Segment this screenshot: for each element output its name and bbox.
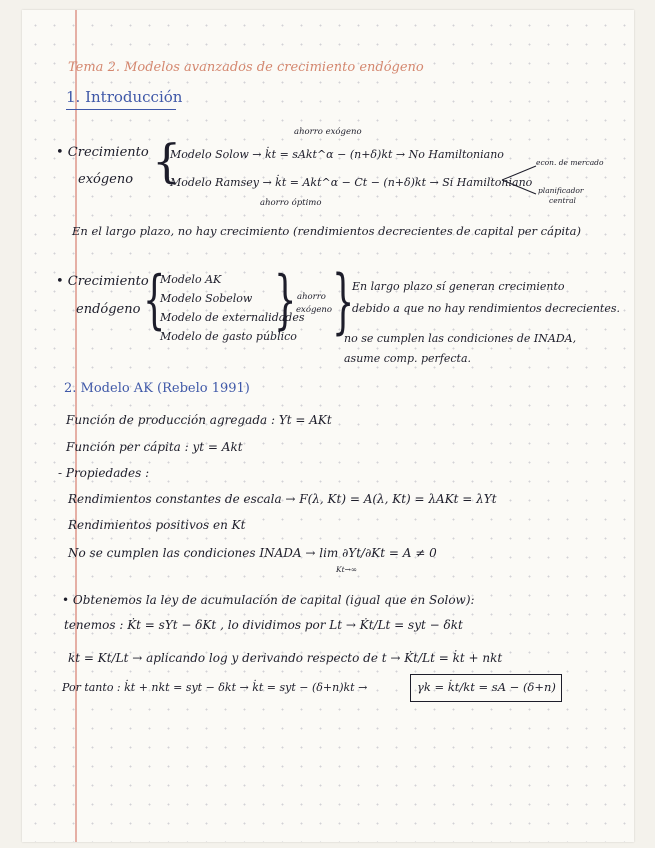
rendimientos-constantes: Rendimientos constantes de escala → F(λ, Kt) = A(λ, Kt) = λAKt = λYt xyxy=(68,492,497,506)
exogeno-label-2: exógeno xyxy=(78,172,134,187)
rendimientos-positivos: Rendimientos positivos en Kt xyxy=(68,518,246,532)
por-tanto-line: Por tanto : k̇t + nkt = syt − δkt → k̇t = syt − (δ+n)kt → xyxy=(62,681,368,694)
endogeno-brace-left: { xyxy=(143,263,166,337)
ahorro-exogeno-note: ahorro exógeno xyxy=(294,127,362,137)
endogeno-model-1: Modelo AK xyxy=(160,273,222,286)
inada-conditions: No se cumplen las condiciones INADA → lim ∂Yt/∂Kt = A ≠ 0 xyxy=(68,546,437,560)
exogeno-brace: { xyxy=(152,134,182,188)
solow-model-line: Modelo Solow → k̇t = sAkt^α − (n+δ)kt → No Hamiltoniano xyxy=(170,148,504,161)
ley-acumulacion: • Obtenemos la ley de acumulación de capital (igual que en Solow): xyxy=(62,593,475,607)
section-1-underline xyxy=(66,109,176,110)
endogeno-brace-right: } xyxy=(274,263,297,337)
endogeno-conclusion-1: En largo plazo sí generan crecimiento xyxy=(352,280,565,293)
inada-limit-sub: Kt→∞ xyxy=(336,565,358,574)
branch-arrows xyxy=(500,160,540,200)
endogeno-label-2: endógeno xyxy=(76,302,141,317)
section-2-heading: 2. Modelo AK (Rebelo 1991) xyxy=(64,381,250,396)
funcion-produccion: Función de producción agregada : Yt = AKt xyxy=(66,413,332,427)
section-1-heading: 1. Introducción xyxy=(66,88,183,106)
branch-planificador: planificador xyxy=(538,186,584,195)
exogeno-label-1: • Crecimiento xyxy=(56,145,149,160)
endogeno-model-4: Modelo de gasto público xyxy=(160,330,297,343)
endogeno-model-3: Modelo de externalidades xyxy=(160,311,305,324)
endogeno-conclusion-4: asume comp. perfecta. xyxy=(344,352,471,365)
endogeno-model-2: Modelo Sobelow xyxy=(160,292,253,305)
branch-central: central xyxy=(549,196,576,205)
endogeno-brace-conclusion: } xyxy=(332,260,355,342)
funcion-per-capita: Función per cápita : yt = Akt xyxy=(66,440,243,454)
tenemos-line: tenemos : K̇t = sYt − δKt , lo dividimos por Lt → K̇t/Lt = syt − δkt xyxy=(64,618,463,632)
endogeno-conclusion-2: debido a que no hay rendimientos decrecientes. xyxy=(352,302,620,315)
ramsey-model-line: Modelo Ramsey → k̇t = Akt^α − Ct − (n+δ)kt → Si Hamiltoniano xyxy=(170,176,533,189)
page-title: Tema 2. Modelos avanzados de crecimiento endógeno xyxy=(68,60,424,75)
propiedades-label: - Propiedades : xyxy=(58,466,150,480)
endogeno-ahorro-2: exógeno xyxy=(296,305,333,315)
branch-mercado: econ. de mercado xyxy=(536,158,604,167)
endogeno-conclusion-3: no se cumplen las condiciones de INADA, xyxy=(344,332,577,345)
kt-definition-line: kt = Kt/Lt → aplicando log y derivando respecto de t → K̇t/Lt = k̇t + nkt xyxy=(68,651,503,665)
notebook-page xyxy=(22,10,634,842)
endogeno-label-1: • Crecimiento xyxy=(56,274,149,289)
endogeno-ahorro-1: ahorro xyxy=(297,292,326,302)
largo-plazo-statement: En el largo plazo, no hay crecimiento (rendimientos decrecientes de capital per cápita) xyxy=(72,224,581,238)
ahorro-optimo-note: ahorro óptimo xyxy=(260,198,322,208)
growth-rate-result: γk = k̇t/kt = sA − (δ+n) xyxy=(417,680,556,694)
